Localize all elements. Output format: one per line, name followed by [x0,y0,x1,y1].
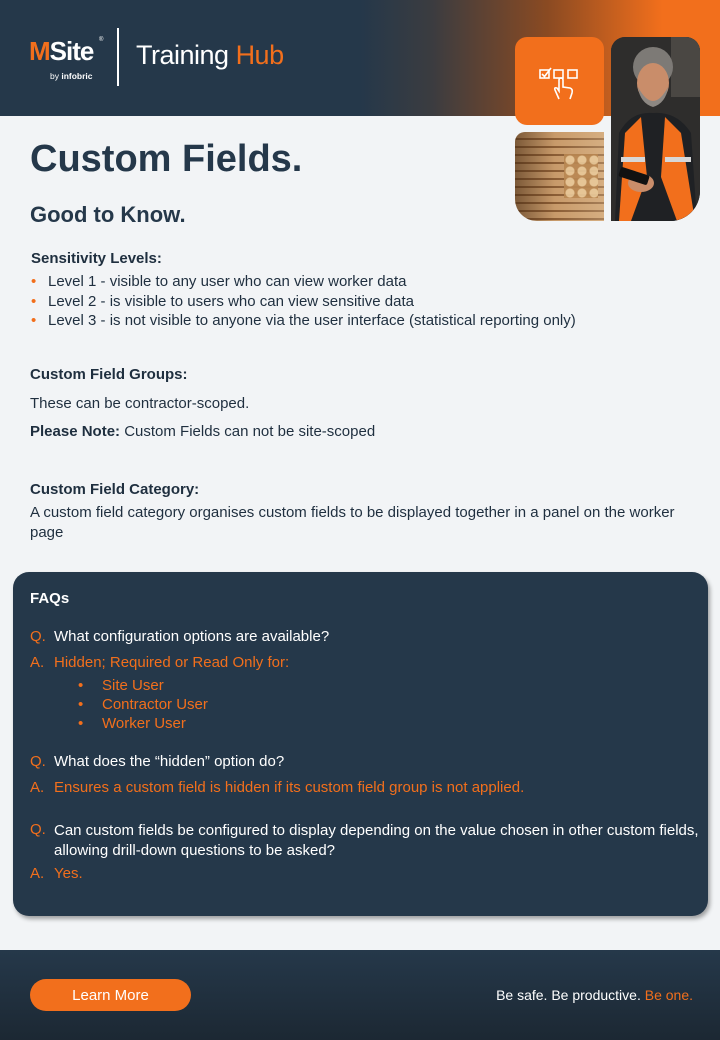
faq-title: FAQs [30,590,70,607]
footer-tagline [496,987,693,1003]
list-item: • Level 3 - is not visible to anyone via the user interface (statistical reporting only) [31,311,576,331]
answer-tag: A. [30,865,45,882]
list-item: • Level 1 - visible to any user who can view worker data [31,272,576,292]
category-text: A custom field category organises custom fields to be displayed together in a panel on the worker page [30,504,675,541]
question-tag: Q. [30,753,46,770]
worker-with-phone-photo [611,37,700,221]
list-item: • Worker User [78,714,208,733]
question-text: What configuration options are available? [54,628,330,645]
tagline-main: Be safe. Be productive. [496,987,641,1003]
groups-heading: Custom Field Groups: [30,366,188,383]
faq-answer-list [78,676,208,733]
groups-note [30,423,375,440]
hub-title-training: Training [136,40,229,70]
touch-checklist-icon [539,66,581,102]
section-title: Good to Know. [30,202,186,227]
answer-tag: A. [30,654,45,671]
answer-tag: A. [30,779,45,796]
hub-title [136,40,284,71]
header-divider [117,28,119,86]
answer-text: Ensures a custom field is hidden if its custom field group is not applied. [54,779,525,796]
logo-wordmark: MSite [29,36,94,66]
logo-brand-text: infobric [61,71,93,81]
sensitivity-heading: Sensitivity Levels: [31,250,162,267]
list-item: • Contractor User [78,695,208,714]
list-item: • Site User [78,676,208,695]
tagline-accent: Be one. [640,987,693,1003]
groups-text: These can be contractor-scoped. [30,395,250,412]
timber-stack-photo [515,132,604,221]
faq-panel [13,572,708,916]
answer-text: Hidden; Required or Read Only for: [54,654,290,671]
question-text: What does the “hidden” option do? [54,753,285,770]
question-text: Can custom fields be configured to display depending on the value chosen in other custom fields, allowing drill-down questions to be asked? [54,822,699,859]
touch-tile [515,37,604,125]
footer [0,950,720,1040]
list-item: • Level 2 - is visible to users who can view sensitive data [31,292,576,312]
question-tag: Q. [30,628,46,645]
logo-registered-mark: ® [99,37,104,43]
sensitivity-list [31,272,576,331]
logo-byline [50,71,93,81]
note-text: Custom Fields can not be site-scoped [120,423,376,440]
msite-logo[interactable] [29,32,109,82]
logo-wordmark-rest: Site [49,36,94,66]
learn-more-button[interactable]: Learn More [30,979,191,1011]
question-tag: Q. [30,821,46,838]
hub-title-hub: Hub [235,40,284,70]
note-label: Please Note: [30,423,121,440]
timber-ends [564,154,598,198]
logo-by-text: by [50,71,59,81]
page-title: Custom Fields. [30,138,303,180]
worker-illustration [611,37,700,221]
category-heading: Custom Field Category: [30,481,200,498]
answer-text: Yes. [54,865,83,882]
